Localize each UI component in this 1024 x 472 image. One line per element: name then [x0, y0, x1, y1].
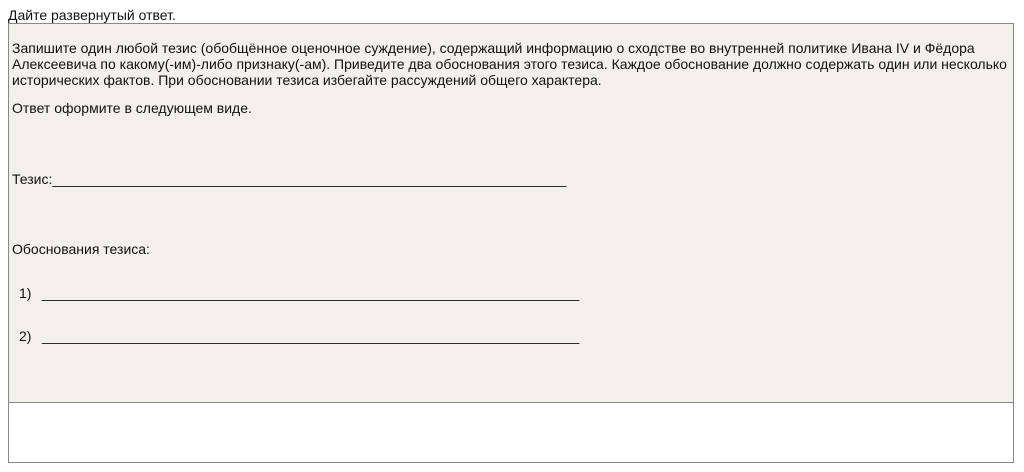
justification-item-1	[19, 284, 579, 302]
format-note: Ответ оформите в следующем виде.	[12, 100, 252, 116]
justification-number: 1)	[19, 285, 32, 301]
thesis-line: __________________________________________________________________	[52, 171, 567, 187]
thesis-label: Тезис:	[12, 171, 53, 187]
justification-line: _____________________________________________________________________	[42, 328, 580, 344]
answer-input[interactable]	[8, 402, 1014, 463]
justification-item-2	[19, 327, 579, 345]
justifications-title: Обоснования тезиса:	[12, 241, 150, 257]
justification-line: _____________________________________________________________________	[42, 285, 580, 301]
task-panel	[8, 23, 1014, 403]
task-text: Запишите один любой тезис (обобщённое оценочное суждение), содержащий информацию о сходстве во внутренней политике Ивана IV и Фёдора Алексеевича по какому(-им)-либо признаку(-ам). Приведите два обоснования этого тезиса. Каждое обоснование должно содержать один или несколько исторических фактов. При обосновании тезиса избегайте рассуждений общего характера.	[12, 40, 1007, 88]
justification-number: 2)	[19, 328, 32, 344]
thesis-row	[12, 170, 566, 188]
task-instruction: Дайте развернутый ответ.	[8, 7, 176, 23]
